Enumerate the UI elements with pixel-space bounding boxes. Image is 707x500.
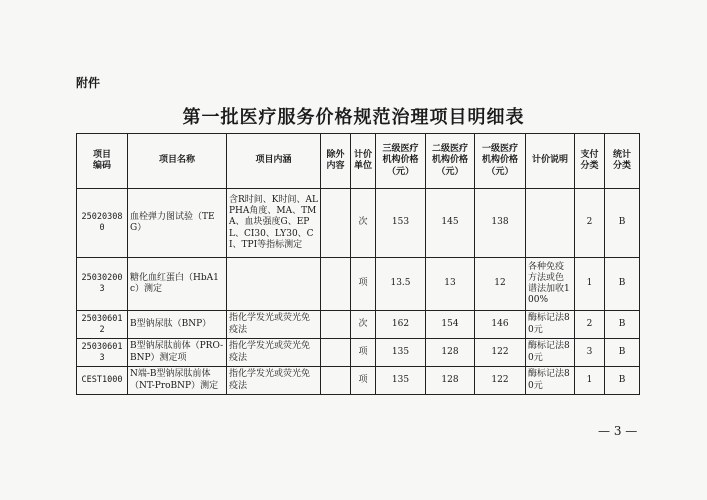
cell-content: 指化学发光或荧光免疫法 (227, 367, 321, 395)
cell-code: 250302003 (77, 258, 128, 311)
cell-exclusion (321, 367, 351, 395)
cell-price-level3: 162 (376, 311, 426, 339)
price-detail-table (76, 133, 640, 395)
cell-stat-class: B (605, 339, 640, 367)
cell-pay-class: 1 (575, 258, 605, 311)
cell-name: N端-B型钠尿肽前体（NT-ProBNP）测定 (128, 367, 227, 395)
page-number: — 3 — (598, 424, 638, 438)
cell-exclusion (321, 189, 351, 258)
cell-pay-class: 2 (575, 311, 605, 339)
cell-unit: 项 (351, 367, 376, 395)
cell-price-level1: 12 (475, 258, 526, 311)
cell-price-level2: 128 (426, 367, 475, 395)
cell-price-level2: 13 (426, 258, 475, 311)
cell-code: 250306013 (77, 339, 128, 367)
cell-price-level1: 122 (475, 339, 526, 367)
header-code: 项目 编码 (77, 134, 128, 189)
header-name: 项目名称 (128, 134, 227, 189)
cell-code: 250306012 (77, 311, 128, 339)
cell-stat-class: B (605, 189, 640, 258)
cell-price-level1: 122 (475, 367, 526, 395)
cell-price-level3: 135 (376, 367, 426, 395)
cell-content: 含R时间、K时间、ALPHA角度、MA、TMA、血块强度G、EPL、CI30、LY30、CI、TPI等指标测定 (227, 189, 321, 258)
table-row (77, 367, 640, 395)
cell-pay-class: 2 (575, 189, 605, 258)
cell-note: 酶标记法80元 (526, 339, 575, 367)
document-title: 第一批医疗服务价格规范治理项目明细表 (182, 107, 525, 128)
header-price-level3: 三级医疗 机构价格 （元） (376, 134, 426, 189)
cell-name: B型钠尿肽前体（PRO-BNP）测定项 (128, 339, 227, 367)
cell-price-level3: 135 (376, 339, 426, 367)
cell-name: 血栓弹力图试验（TEG） (128, 189, 227, 258)
cell-price-level2: 145 (426, 189, 475, 258)
cell-unit: 项 (351, 339, 376, 367)
table-row (77, 339, 640, 367)
cell-price-level3: 13.5 (376, 258, 426, 311)
cell-exclusion (321, 339, 351, 367)
header-content: 项目内涵 (227, 134, 321, 189)
cell-note: 酶标记法80元 (526, 367, 575, 395)
cell-note: 各种免疫方法或色谱法加收100% (526, 258, 575, 311)
cell-price-level1: 146 (475, 311, 526, 339)
cell-pay-class: 1 (575, 367, 605, 395)
cell-content: 指化学发光或荧光免疫法 (227, 311, 321, 339)
cell-name: 糖化血红蛋白（HbA1c）测定 (128, 258, 227, 311)
header-pay-class: 支付 分类 (575, 134, 605, 189)
header-stat-class: 统计 分类 (605, 134, 640, 189)
cell-stat-class: B (605, 311, 640, 339)
cell-content (227, 258, 321, 311)
cell-price-level2: 154 (426, 311, 475, 339)
table-row (77, 311, 640, 339)
cell-code: CEST1000 (77, 367, 128, 395)
cell-price-level1: 138 (475, 189, 526, 258)
cell-price-level2: 128 (426, 339, 475, 367)
cell-pay-class: 3 (575, 339, 605, 367)
cell-unit: 项 (351, 258, 376, 311)
cell-unit: 次 (351, 189, 376, 258)
header-price-level2: 二级医疗 机构价格 （元） (426, 134, 475, 189)
cell-stat-class: B (605, 367, 640, 395)
cell-content: 指化学发光或荧光免疫法 (227, 339, 321, 367)
cell-note: 酶标记法80元 (526, 311, 575, 339)
table-row (77, 189, 640, 258)
header-unit: 计价 单位 (351, 134, 376, 189)
cell-exclusion (321, 258, 351, 311)
cell-code: 250203080 (77, 189, 128, 258)
header-note: 计价说明 (526, 134, 575, 189)
cell-stat-class: B (605, 258, 640, 311)
attachment-label: 附件 (76, 76, 101, 90)
header-exclusion: 除外 内容 (321, 134, 351, 189)
cell-name: B型钠尿肽（BNP） (128, 311, 227, 339)
cell-note (526, 189, 575, 258)
table-header-row (77, 134, 640, 189)
cell-exclusion (321, 311, 351, 339)
header-price-level1: 一级医疗 机构价格 （元） (475, 134, 526, 189)
cell-unit: 次 (351, 311, 376, 339)
table-row (77, 258, 640, 311)
cell-price-level3: 153 (376, 189, 426, 258)
